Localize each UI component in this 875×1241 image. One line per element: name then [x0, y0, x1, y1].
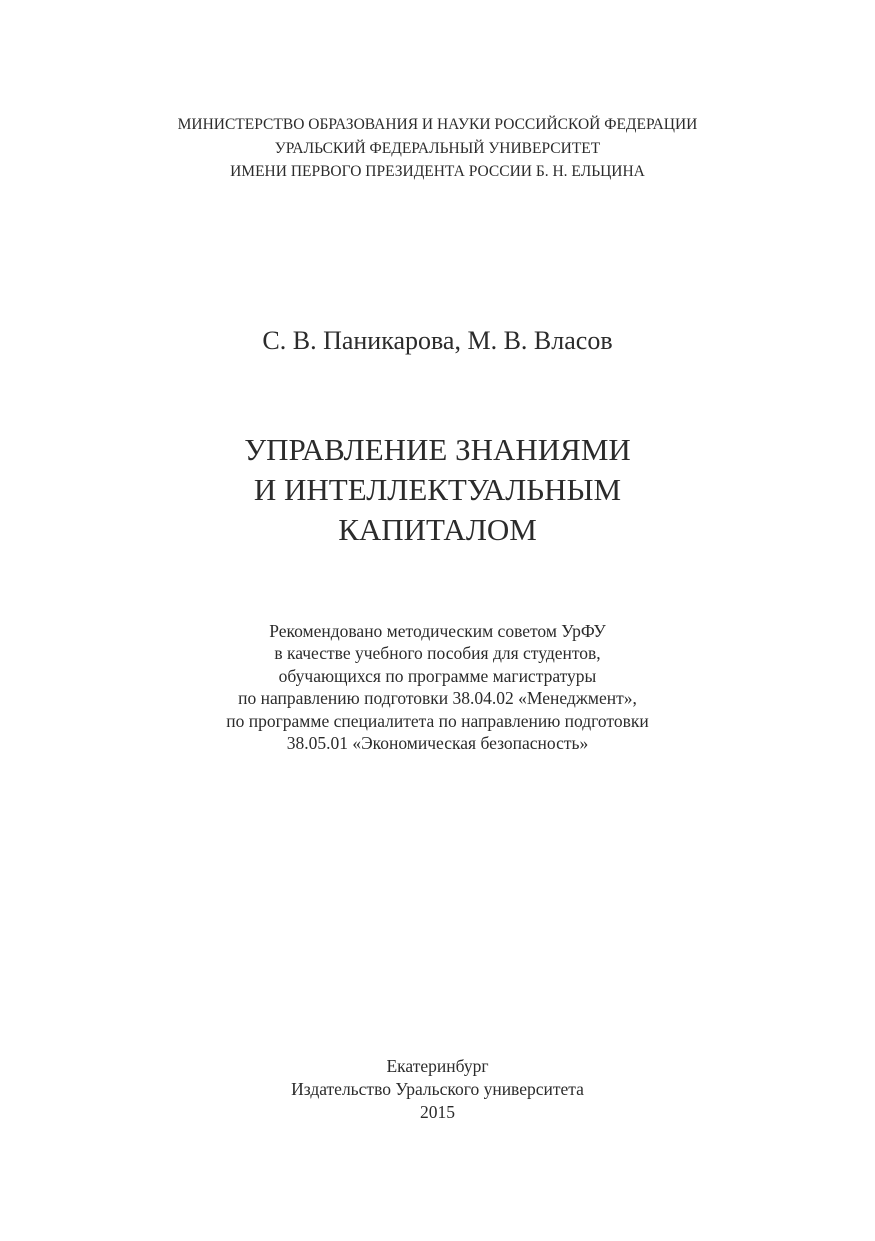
recommendation-note: [0, 620, 875, 754]
recommendation-line-3: обучающихся по программе магистратуры: [278, 665, 597, 686]
recommendation-line-2: в качестве учебного пособия для студентов,: [274, 643, 601, 664]
recommendation-line-5: по программе специалитета по направлению подготовки: [226, 710, 649, 731]
title-line-1: УПРАВЛЕНИЕ ЗНАНИЯМИ: [244, 432, 631, 467]
recommendation-line-4: по направлению подготовки 38.04.02 «Менеджмент»,: [238, 688, 637, 709]
recommendation-line-1: Рекомендовано методическим советом УрФУ: [269, 621, 606, 641]
authors: С. В. Паникарова, М. В. Власов: [262, 326, 613, 355]
recommendation-line-6: 38.05.01 «Экономическая безопасность»: [286, 733, 589, 754]
title-line-2: И ИНТЕЛЛЕКТУАЛЬНЫМ: [253, 472, 622, 507]
title-line-3: КАПИТАЛОМ: [338, 512, 537, 547]
imprint-city: Екатеринбург: [386, 1056, 489, 1076]
header-line-ministry: МИНИСТЕРСТВО ОБРАЗОВАНИЯ И НАУКИ РОССИЙСКОЙ ФЕДЕРАЦИИ: [177, 116, 698, 133]
imprint-publisher: Издательство Уральского университета: [291, 1079, 584, 1099]
header-line-university: УРАЛЬСКИЙ ФЕДЕРАЛЬНЫЙ УНИВЕРСИТЕТ: [274, 139, 601, 157]
header-line-named-after: ИМЕНИ ПЕРВОГО ПРЕЗИДЕНТА РОССИИ Б. Н. ЕЛЬЦИНА: [230, 163, 645, 180]
imprint: [0, 1055, 875, 1124]
imprint-year: 2015: [420, 1102, 455, 1122]
ministry-header: [0, 113, 875, 184]
book-title: [0, 430, 875, 550]
